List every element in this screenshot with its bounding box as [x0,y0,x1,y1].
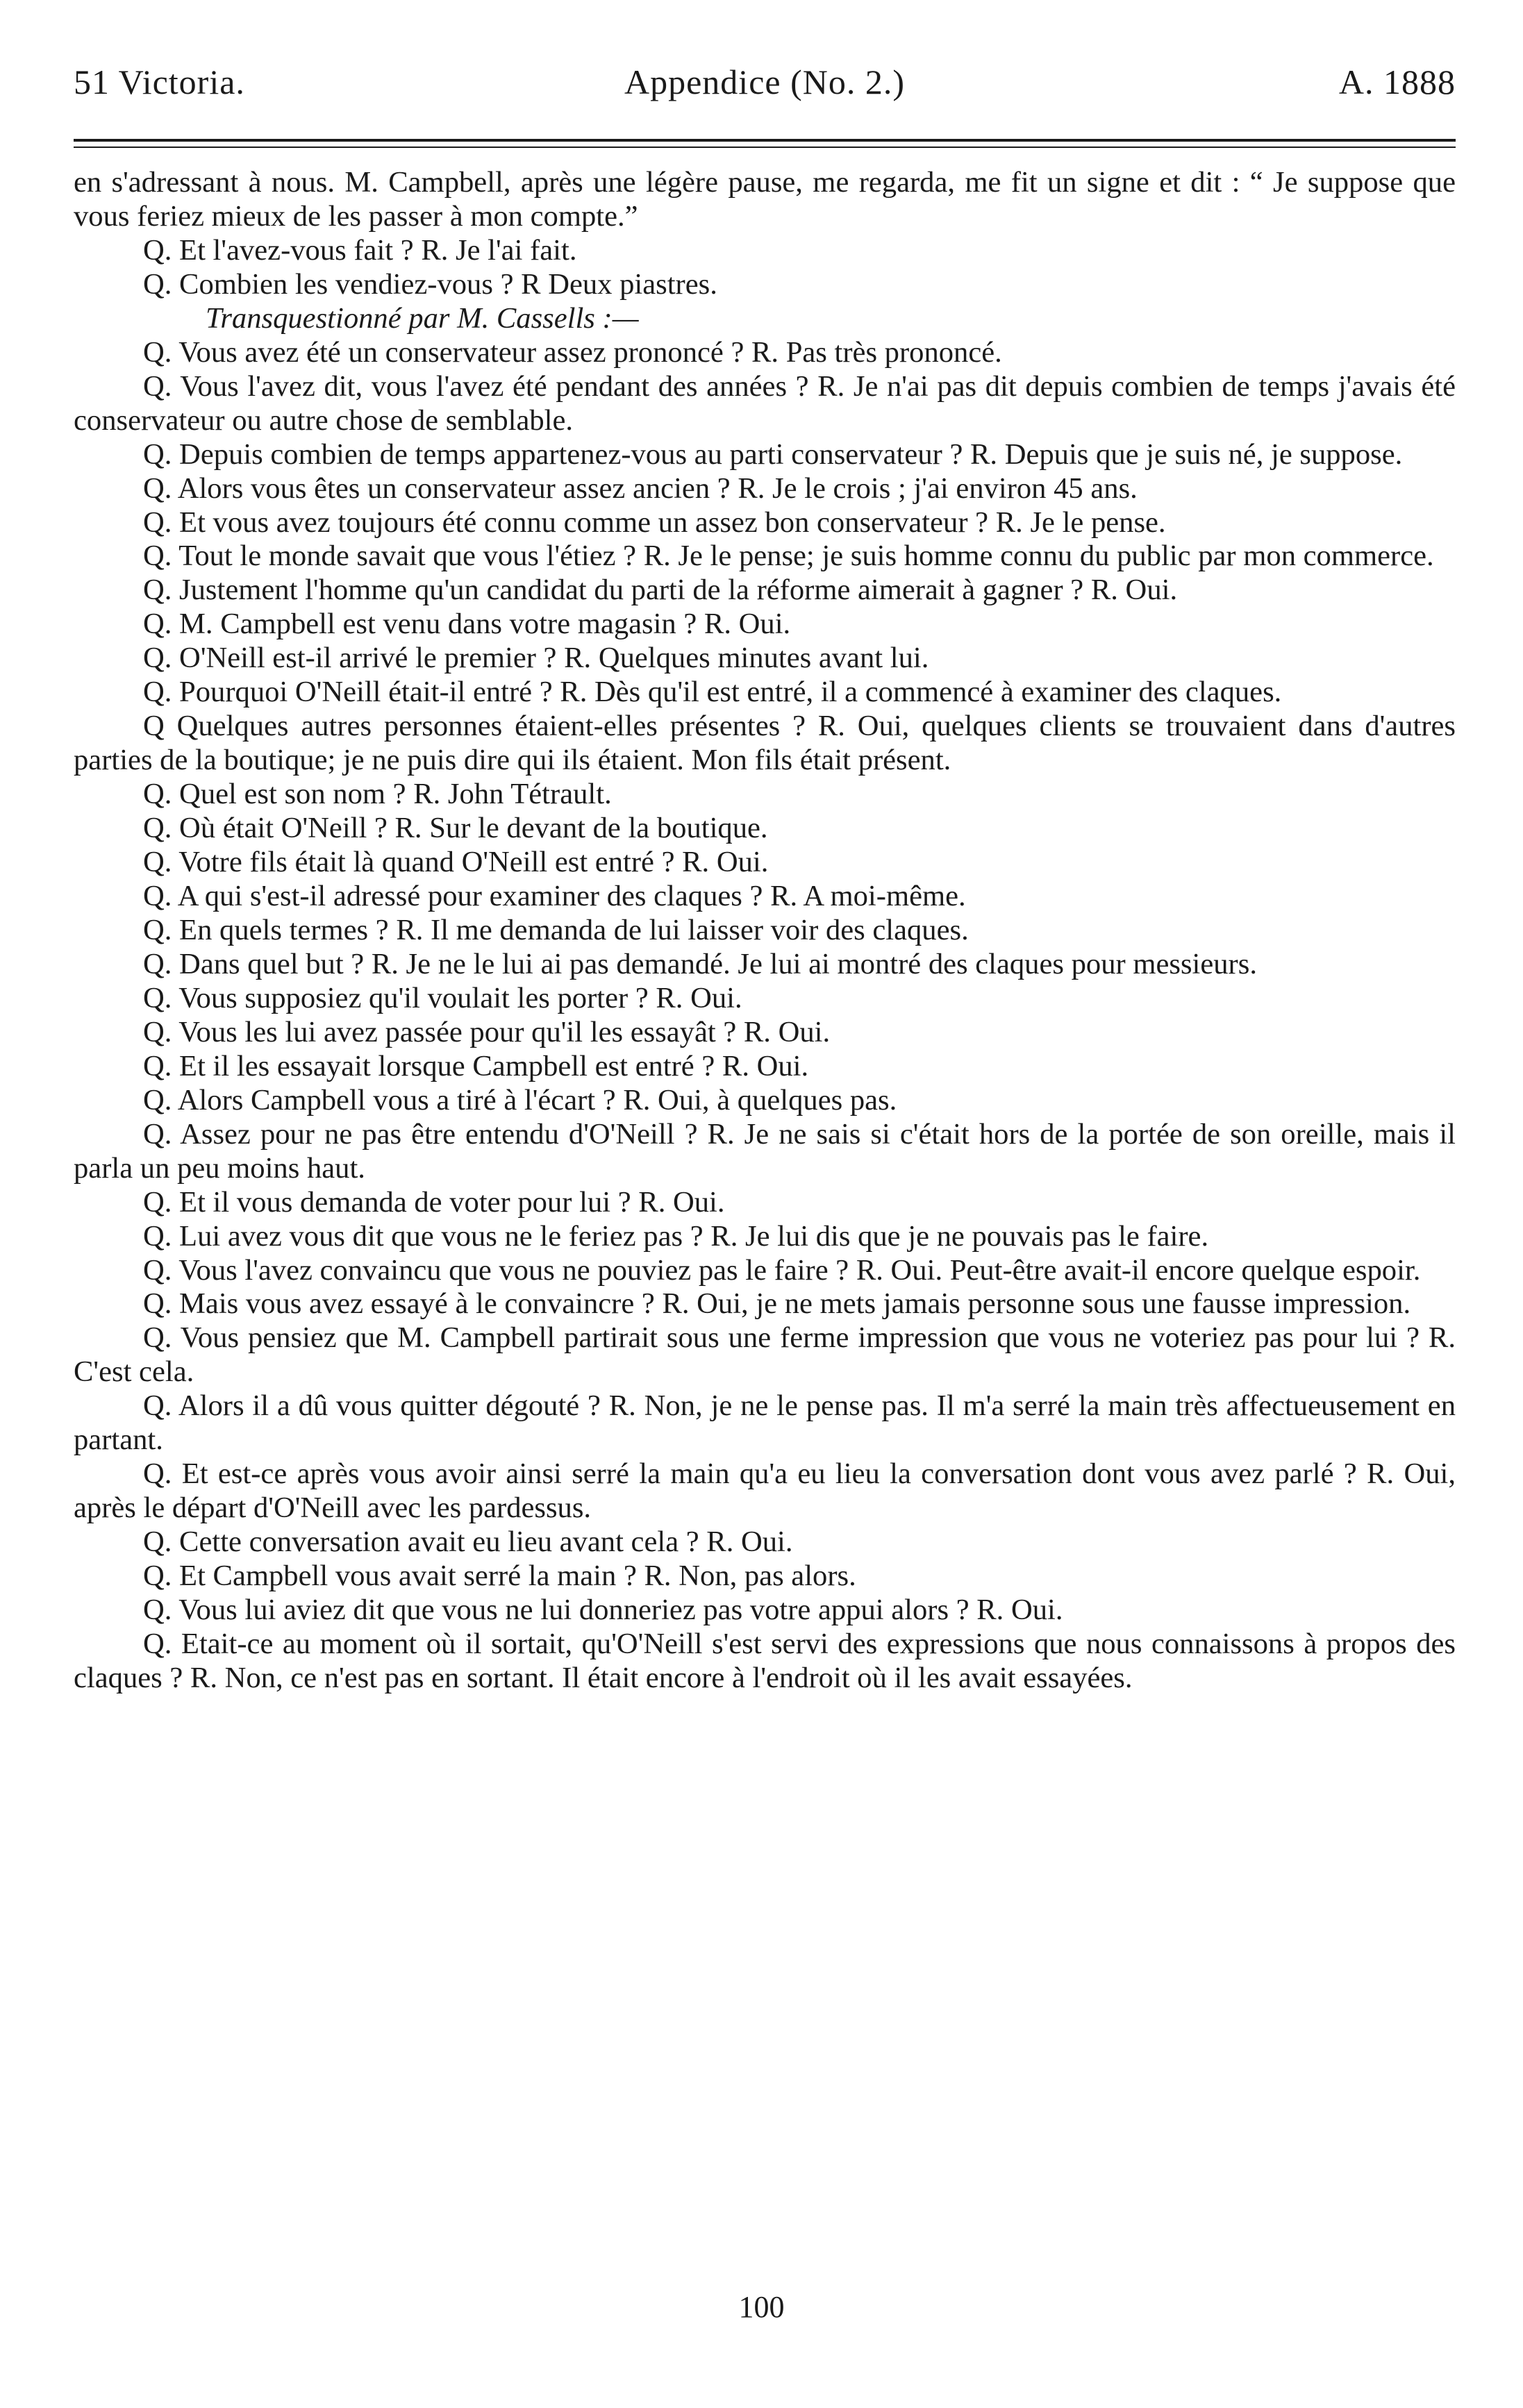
paragraph: Q. Mais vous avez essayé à le convaincre ? R. Oui, je ne mets jamais personne sous une fausse impression. [143,1287,1411,1321]
paragraph: Q. Vous l'avez dit, vous l'avez été pendant des années ? R. Je n'ai pas dit depuis combien de temps j'avais été conservateur ou autre chose de semblable. [74,369,1456,437]
paragraph: Q. Vous lui aviez dit que vous ne lui donneriez pas votre appui alors ? R. Oui. [143,1594,1063,1627]
page-number: 100 [738,2290,785,2324]
header-rule-thick [74,139,1456,142]
paragraph: Q. Tout le monde savait que vous l'étiez ? R. Je le pense; je suis homme connu du public par mon commerce. [143,540,1434,573]
paragraph: Q. Vous les lui avez passée pour qu'il les essayât ? R. Oui. [143,1015,831,1048]
paragraph: Q. Dans quel but ? R. Je ne le lui ai pas demandé. Je lui ai montré des claques pour messieurs. [143,947,1257,980]
header-rule-thin [74,147,1456,148]
paragraph: Q. Combien les vendiez-vous ? R Deux piastres. [143,267,717,301]
paragraph: Q. Cette conversation avait eu lieu avant cela ? R. Oui. [143,1525,793,1559]
paragraph: Q. Vous supposiez qu'il voulait les porter ? R. Oui. [143,981,742,1014]
header-center: Appendice (No. 2.) [624,62,905,101]
paragraph: Q. M. Campbell est venu dans votre magasin ? R. Oui. [143,608,791,641]
paragraph: Q. Votre fils était là quand O'Neill est entré ? R. Oui. [143,846,769,879]
paragraph: Q. Etait-ce au moment où il sortait, qu'O'Neill s'est servi des expressions que nous connaissons à propos des claques ? R. Non, ce n'est pas en sortant. Il était encore à l'endroit où il les avait essayées. [74,1627,1456,1694]
paragraph: Q. Et il vous demanda de voter pour lui ? R. Oui. [143,1185,725,1219]
running-header [74,61,1456,103]
header-right: A. 1888 [1338,62,1456,101]
paragraph: Q. Lui avez vous dit que vous ne le feriez pas ? R. Je lui dis que je ne pouvais pas le faire. [143,1219,1209,1253]
body-text [74,166,1456,1696]
document-page [74,61,1456,1696]
cross-examination-heading: Transquestionné par M. Cassells :— [206,301,639,335]
paragraph: Q. Vous avez été un conservateur assez prononcé ? R. Pas très prononcé. [143,335,1002,369]
paragraph: Q. En quels termes ? R. Il me demanda de lui laisser voir des claques. [143,913,969,946]
paragraph: Q. Justement l'homme qu'un candidat du parti de la réforme aimerait à gagner ? R. Oui. [143,574,1178,607]
paragraph: Q. Depuis combien de temps appartenez-vous au parti conservateur ? R. Depuis que je suis né, je suppose. [143,437,1403,471]
header-rule [74,139,1456,148]
paragraph: en s'adressant à nous. M. Campbell, après une légère pause, me regarda, me fit un signe et dit : “ Je suppose que vous feriez mieux de les passer à mon compte.” [74,166,1456,233]
paragraph: Q. Et Campbell vous avait serré la main ? R. Non, pas alors. [143,1560,856,1593]
paragraph: Q. Alors vous êtes un conservateur assez ancien ? R. Je le crois ; j'ai environ 45 ans. [143,471,1138,505]
paragraph: Q. Et il les essayait lorsque Campbell est entré ? R. Oui. [143,1049,809,1082]
paragraph: Q Quelques autres personnes étaient-elles présentes ? R. Oui, quelques clients se trouvaient dans d'autres parties de la boutique; je ne puis dire qui ils étaient. Mon fils était présent. [74,710,1456,777]
paragraph: Q. Et est-ce après vous avoir ainsi serré la main qu'a eu lieu la conversation dont vous avez parlé ? R. Oui, après le départ d'O'Neill avec les pardessus. [74,1457,1456,1525]
paragraph: Q. Pourquoi O'Neill était-il entré ? R. Dès qu'il est entré, il a commencé à examiner des claques. [143,676,1282,709]
paragraph: Q. Alors il a dû vous quitter dégouté ? R. Non, je ne le pense pas. Il m'a serré la main très affectueusement en partant. [74,1389,1456,1457]
paragraph: Q. Où était O'Neill ? R. Sur le devant de la boutique. [143,812,768,845]
paragraph: Q. Vous l'avez convaincu que vous ne pouviez pas le faire ? R. Oui. Peut-être avait-il encore quelque espoir. [143,1253,1421,1287]
paragraph: Q. Assez pour ne pas être entendu d'O'Neill ? R. Je ne sais si c'était hors de la portée de son oreille, mais il parla un peu moins haut. [74,1117,1456,1185]
paragraph: Q. Quel est son nom ? R. John Tétrault. [143,778,612,811]
header-left: 51 Victoria. [74,62,245,101]
paragraph: Q. Et vous avez toujours été connu comme un assez bon conservateur ? R. Je le pense. [143,505,1166,539]
paragraph: Q. Alors Campbell vous a tiré à l'écart ? R. Oui, à quelques pas. [143,1083,897,1117]
paragraph: Q. Et l'avez-vous fait ? R. Je l'ai fait. [143,233,577,267]
paragraph: Q. A qui s'est-il adressé pour examiner des claques ? R. A moi-même. [143,880,966,913]
paragraph: Q. O'Neill est-il arrivé le premier ? R. Quelques minutes avant lui. [143,642,929,675]
paragraph: Q. Vous pensiez que M. Campbell partirait sous une ferme impression que vous ne voteriez pas pour lui ? R. C'est cela. [74,1321,1456,1389]
